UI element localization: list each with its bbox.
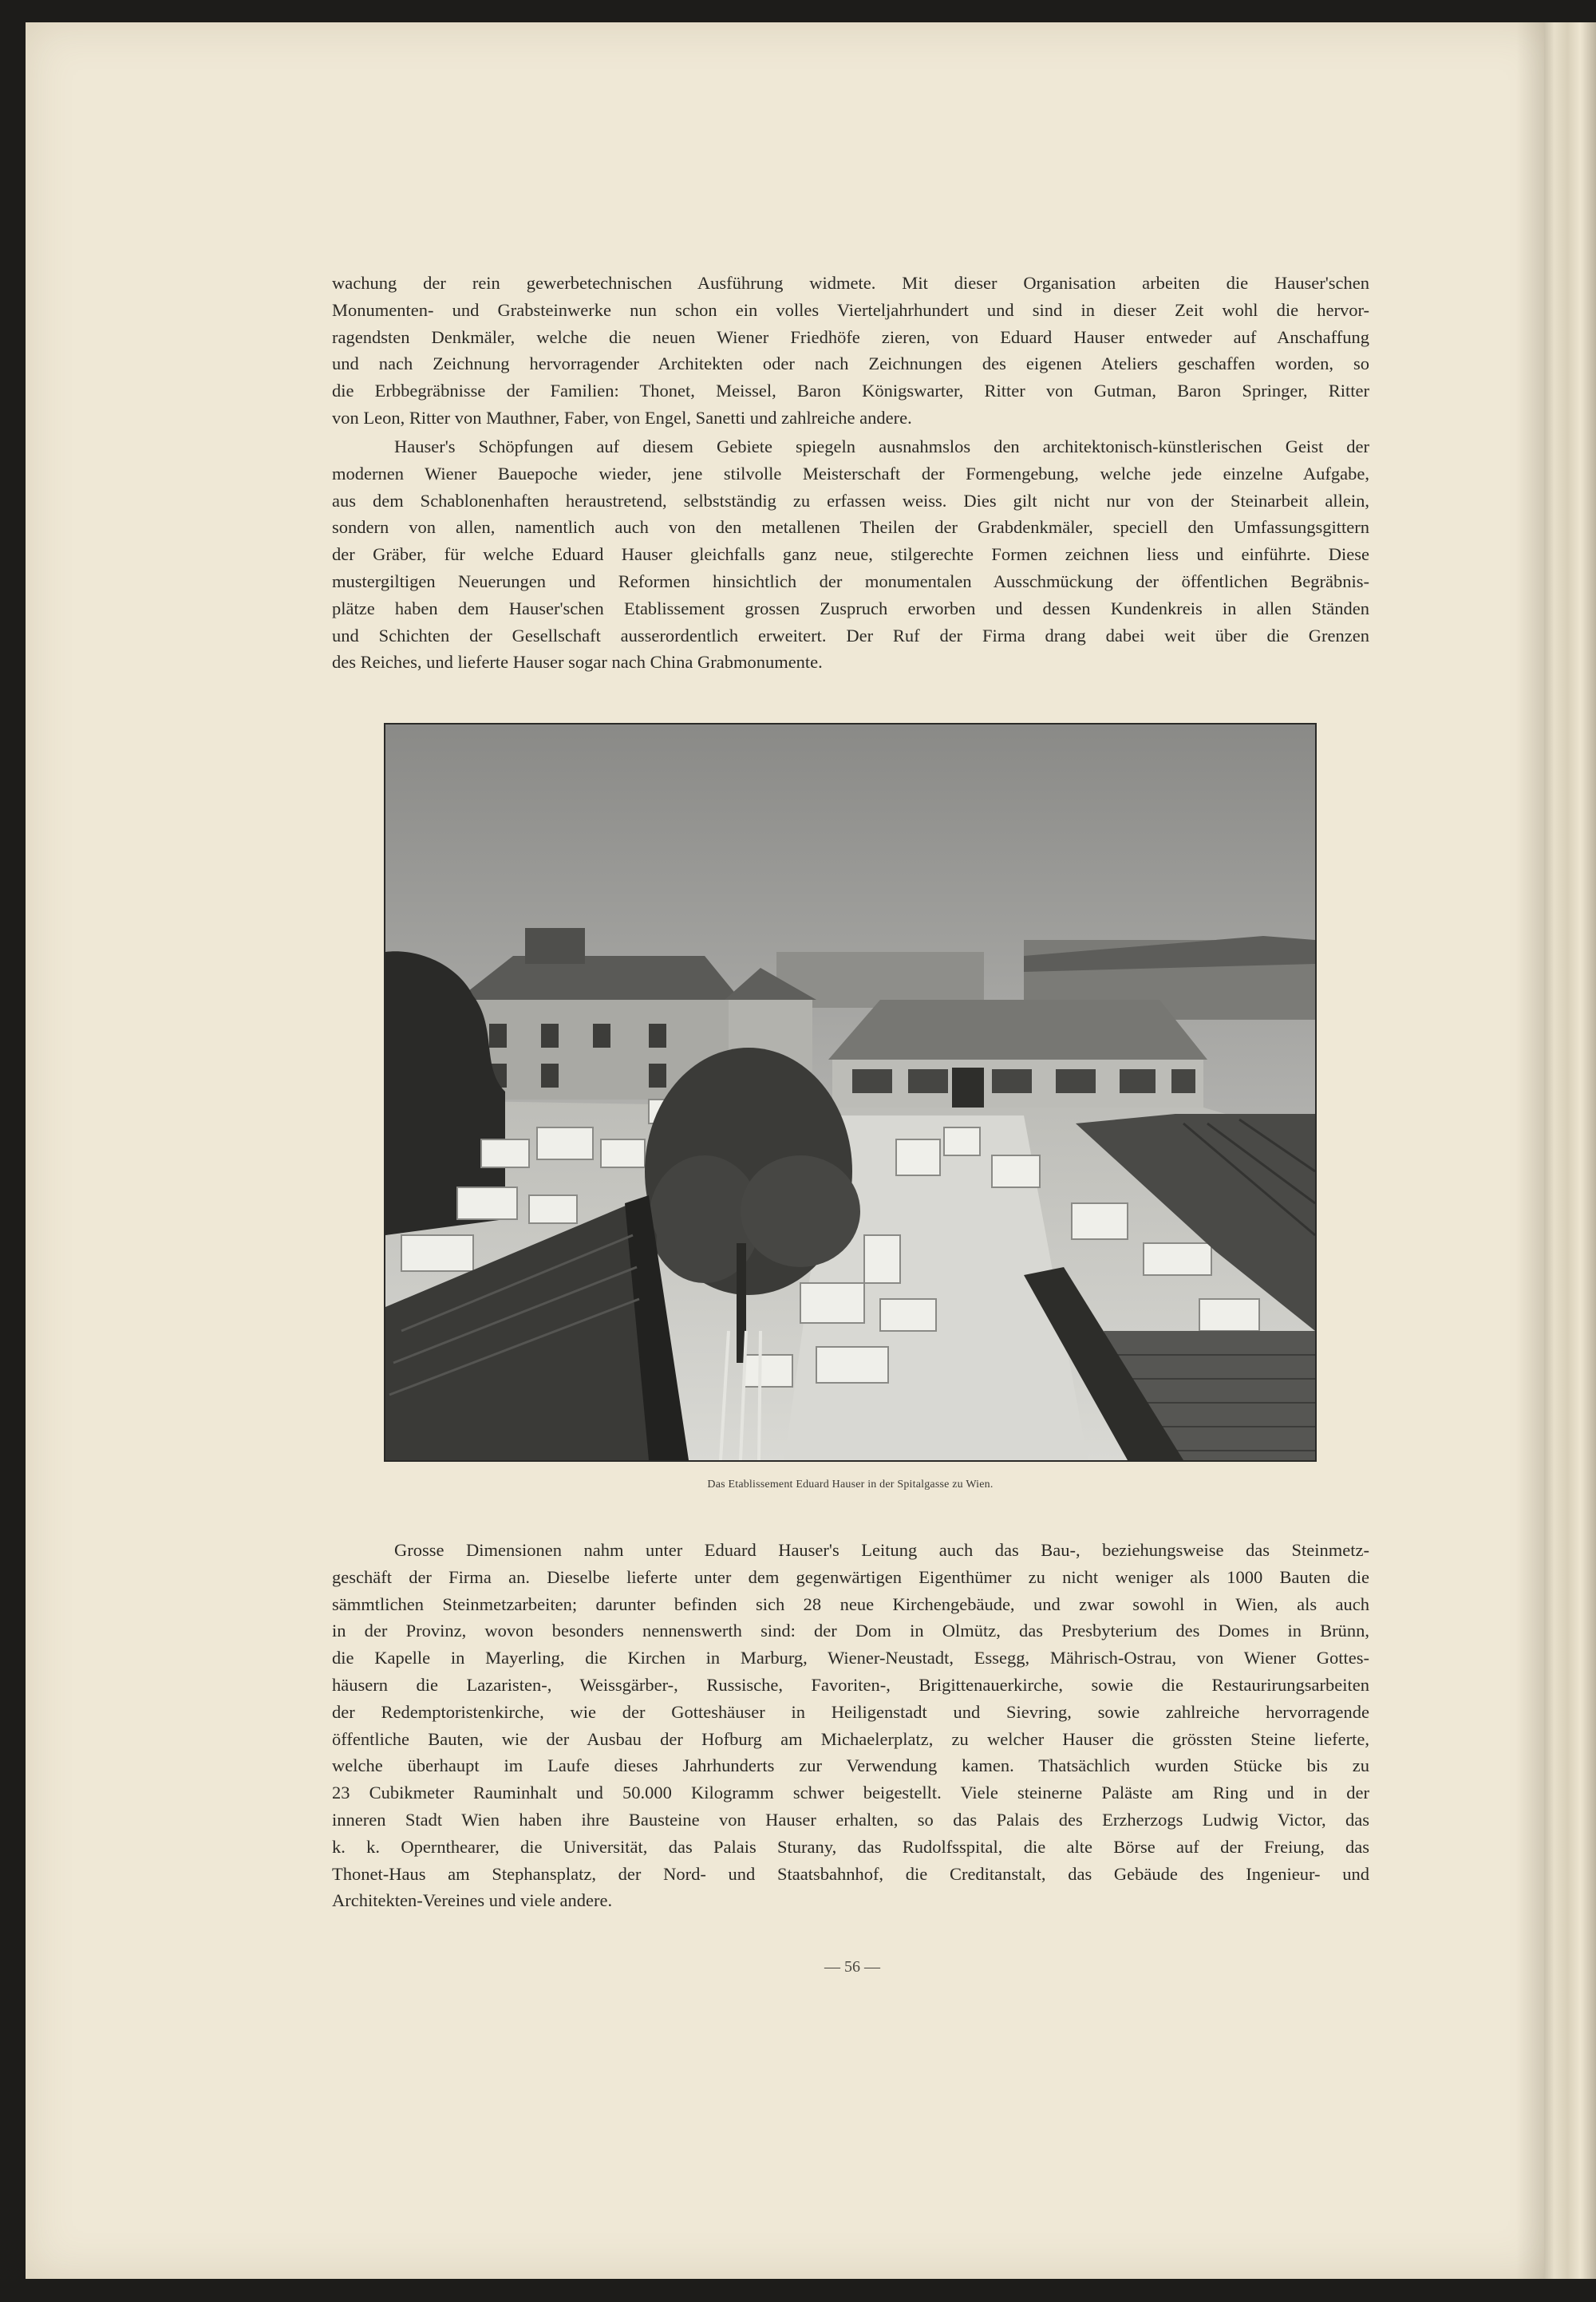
text-line: 23 Cubikmeter Rauminhalt und 50.000 Kilogramm schwer beigestellt. Viele steinerne Paläste am Ring und in der [332,1783,1369,1803]
page-gutter-shadow [1516,22,1548,2279]
text-line: Grosse Dimensionen nahm unter Eduard Hauser's Leitung auch das Bau-, beziehungsweise das Steinmetz- [394,1540,1369,1560]
text-line: Hauser's Schöpfungen auf diesem Gebiete spiegeln ausnahmslos den architektonisch-künstlerischen Geist der [394,436,1369,456]
text-line: geschäft der Firma an. Dieselbe lieferte unter dem gegenwärtigen Eigenthümer zu nicht weniger als 1000 Bauten die [332,1566,1369,1587]
text-line: und Schichten der Gesellschaft ausserordentlich erweitert. Der Ruf der Firma drang dabei weit über die Grenzen [332,625,1369,646]
text-line: k. k. Opernthearer, die Universität, das Palais Sturany, das Rudolfsspital, die alte Börse auf der Freiung, das [332,1836,1369,1857]
text-line: des Reiches, und lieferte Hauser sogar nach China Grabmonumente. [332,652,823,673]
photograph-stonemason-yard [384,723,1317,1462]
text-line: in der Provinz, wovon besonders nennenswerth sind: der Dom in Olmütz, das Presbyterium des Domes in Brünn, [332,1621,1369,1641]
text-line: der Redemptoristenkirche, wie der Gotteshäuser in Heiligenstadt und Sievring, sowie zahlreiche hervorragende [332,1701,1369,1722]
text-line: öffentliche Bauten, wie der Ausbau der Hofburg am Michaelerplatz, zu welcher Hauser die grössten Steine lieferte, [332,1728,1369,1749]
text-line: sondern von allen, namentlich auch von den metallenen Theilen der Grabdenkmäler, speciell den Umfassungsgittern [332,517,1369,538]
paragraph-3 [332,1537,1369,1914]
paragraph-2 [332,433,1369,676]
text-line: Thonet-Haus am Stephansplatz, der Nord- und Staatsbahnhof, die Creditanstalt, das Gebäude des Ingenieur- und [332,1863,1369,1884]
text-line: mustergiltigen Neuerungen und Reformen hinsichtlich der monumentalen Ausschmückung der öffentlichen Begräbnis- [332,571,1369,591]
page-stack-edge [1544,22,1596,2279]
text-line: von Leon, Ritter von Mauthner, Faber, von Engel, Sanetti und zahlreiche andere. [332,407,912,428]
photo-caption: Das Etablissement Eduard Hauser in der Spitalgasse zu Wien. [707,1479,994,1491]
photo-illustration [385,725,1315,1460]
text-line: sämmtlichen Steinmetzarbeiten; darunter befinden sich 28 neue Kirchengebäude, und zwar sowohl in Wien, als auch [332,1593,1369,1614]
text-line: wachung der rein gewerbetechnischen Ausführung widmete. Mit dieser Organisation arbeiten die Hauser'schen [332,273,1369,293]
paragraph-1 [332,270,1369,432]
text-line: ragendsten Denkmäler, welche die neuen Wiener Friedhöfe zieren, von Eduard Hauser entweder auf Anschaffung [332,326,1369,347]
text-line: Architekten-Vereines und viele andere. [332,1890,613,1911]
text-line: modernen Wiener Bauepoche wieder, jene stilvolle Meisterschaft der Formengebung, welche jede einzelne Aufgabe, [332,463,1369,484]
text-line: die Erbbegräbnisse der Familien: Thonet, Meissel, Baron Königswarter, Ritter von Gutman, Baron Springer, Ritter [332,381,1369,401]
text-line: häusern die Lazaristen-, Weissgärber-, Russische, Favoriten-, Brigittenauerkirche, sowie die Restaurirungsarbeiten [332,1674,1369,1695]
text-line: Monumenten- und Grabsteinwerke nun schon ein volles Vierteljahrhundert und sind in dieser Zeit wohl die hervor- [332,299,1369,320]
text-line: aus dem Schablonenhaften heraustretend, selbstständig zu erfassen weiss. Dies gilt nicht nur von der Steinarbeit allein, [332,490,1369,511]
text-line: plätze haben dem Hauser'schen Etablissement grossen Zuspruch erworben und dessen Kundenkreis in allen Ständen [332,598,1369,618]
text-line: die Kapelle in Mayerling, die Kirchen in Marburg, Wiener-Neustadt, Essegg, Mährisch-Ostrau, von Wiener Gottes- [332,1648,1369,1668]
text-line: und nach Zeichnung hervorragender Architekten oder nach Zeichnungen des eigenen Ateliers geschaffen worden, so [332,353,1369,374]
text-line: inneren Stadt Wien haben ihre Bausteine von Hauser erhalten, so das Palais des Erzherzogs Ludwig Victor, das [332,1809,1369,1830]
page-number: — 56 — [824,1958,880,1976]
text-line: welche überhaupt im Laufe dieses Jahrhunderts zur Verwendung kamen. Thatsächlich wurden Stücke bis zu [332,1755,1369,1776]
text-line: der Gräber, für welche Eduard Hauser gleichfalls ganz neue, stilgerechte Formen zeichnen liess und einführte. Diese [332,544,1369,565]
